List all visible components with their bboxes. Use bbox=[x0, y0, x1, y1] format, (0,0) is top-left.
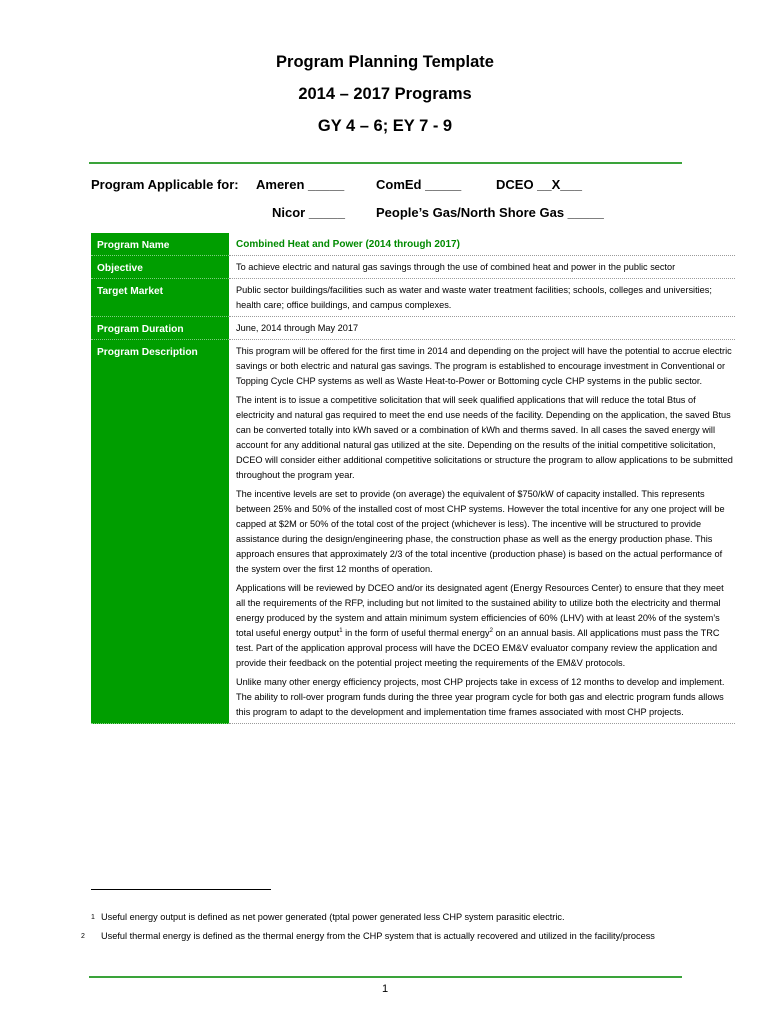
applicable-nicor: Nicor _____ bbox=[272, 205, 345, 220]
footnote-1 bbox=[91, 910, 691, 925]
top-divider bbox=[89, 162, 682, 164]
program-duration-label: Program Duration bbox=[91, 317, 229, 340]
applicable-ameren: Ameren _____ bbox=[256, 177, 345, 192]
applicable-comed: ComEd _____ bbox=[376, 177, 462, 192]
objective-value: To achieve electric and natural gas savings through the use of combined heat and power in the public sector bbox=[229, 256, 735, 279]
description-paragraph-4 bbox=[236, 581, 733, 671]
description-paragraph-3: The incentive levels are set to provide (on average) the equivalent of $750/kW of capacity installed. This represents between 25% and 50% of the installed cost of most CHP systems. However the total incentive for any one project will be capped at $2M or 50% of the total cost of the project (whichever is less). The incentive will be structured to provide assistance during the design/engineering phase, the construction phase as well as the energy production phase. This approach ensures that approximately 2/3 of the total incentive (production phase) is based on the actual performance of the system over the first 12 months of operation. bbox=[236, 489, 725, 574]
description-paragraph-4-part-a: Applications will be reviewed by DCEO and/or its designated agent (Energy Resources Center) to ensure that they meet all the requirements of the RFP, including but not limited to the sustained ability to utilize both the electricity and thermal energy produced by the system and attain minimum system efficiencies of 60% (LHV) with at least 20% of the system’s total useful energy output bbox=[236, 583, 724, 638]
row-program-description bbox=[91, 340, 735, 724]
footnote-1-number: 1 bbox=[91, 914, 95, 921]
document-subtitle: 2014 – 2017 Programs bbox=[298, 85, 472, 103]
objective-label: Objective bbox=[91, 256, 229, 279]
program-table bbox=[91, 233, 735, 724]
footnote-2-number: 2 bbox=[81, 933, 85, 940]
target-market-value: Public sector buildings/facilities such as water and waste water treatment facilities; schools, colleges and universities; health care; office buildings, and campus complexes. bbox=[229, 279, 735, 317]
applicable-peoples-gas: People’s Gas/North Shore Gas _____ bbox=[376, 205, 604, 220]
target-market-label: Target Market bbox=[91, 279, 229, 317]
footnote-divider bbox=[91, 889, 271, 890]
document-years: GY 4 – 6; EY 7 - 9 bbox=[317, 117, 453, 135]
row-program-duration bbox=[91, 317, 735, 340]
row-program-name bbox=[91, 233, 735, 256]
footnote-2-text: Useful thermal energy is defined as the thermal energy from the CHP system that is actually recovered and utilized in the facility/process bbox=[101, 931, 655, 941]
document-header bbox=[0, 46, 770, 142]
description-paragraph-1: This program will be offered for the first time in 2014 and depending on the project will have the potential to accrue electric savings or both electric and natural gas savings. The program is established to encourage investment in Conventional or Topping Cycle CHP systems as well as Waste Heat-to-Power or Bottoming cycle CHP systems in the public sector. bbox=[236, 346, 732, 386]
description-paragraph-2: The intent is to issue a competitive solicitation that will seek qualified applications that will reduce the total Btus of electricity and natural gas required to meet the end use needs of the facility. Depending on the application, the saved Btus can be converted totally into kWh saved or a combination of kWh and therms saved. In all cases the saved energy will account for any additional natural gas utilized at the site. Depending on the results of the initial competitive solicitation, DCEO will consider either additional competitive solicitations or structure the program to allow applications to be submitted throughout the program year. bbox=[236, 395, 733, 480]
description-paragraph-5: Unlike many other energy efficiency projects, most CHP projects take in excess of 12 months to develop and implement. The ability to roll-over program funds during the three year program cycle for both gas and electric program funds allows this program to adapt to the development and implementation time frames associated with most CHP projects. bbox=[236, 677, 725, 717]
program-duration-value: June, 2014 through May 2017 bbox=[229, 317, 735, 340]
footnote-2 bbox=[81, 929, 691, 944]
program-name-label: Program Name bbox=[91, 233, 229, 256]
description-paragraph-4-part-b: in the form of useful thermal energy bbox=[342, 628, 490, 638]
footnote-ref-1: 1 bbox=[339, 627, 343, 634]
page-number: 1 bbox=[381, 983, 389, 995]
footnote-ref-2: 2 bbox=[489, 627, 493, 634]
description-paragraph-4-part-c: on an annual basis. All applications must pass the TRC test. Part of the application approval process will have the DCEO EM&V evaluator company review the application and provide their feedback on the potential project meeting the requirements of the EM&V protocols. bbox=[236, 628, 720, 668]
program-description-value bbox=[229, 340, 735, 724]
document-title: Program Planning Template bbox=[276, 53, 494, 71]
row-objective bbox=[91, 256, 735, 279]
applicable-dceo: DCEO __X___ bbox=[496, 177, 582, 192]
program-description-label: Program Description bbox=[91, 340, 229, 724]
bottom-divider bbox=[89, 976, 682, 978]
applicable-label: Program Applicable for: bbox=[91, 177, 239, 192]
footnote-1-text: Useful energy output is defined as net power generated (tptal power generated less CHP system parasitic electric. bbox=[101, 912, 565, 922]
row-target-market bbox=[91, 279, 735, 317]
program-name-value: Combined Heat and Power (2014 through 2017) bbox=[229, 233, 735, 256]
